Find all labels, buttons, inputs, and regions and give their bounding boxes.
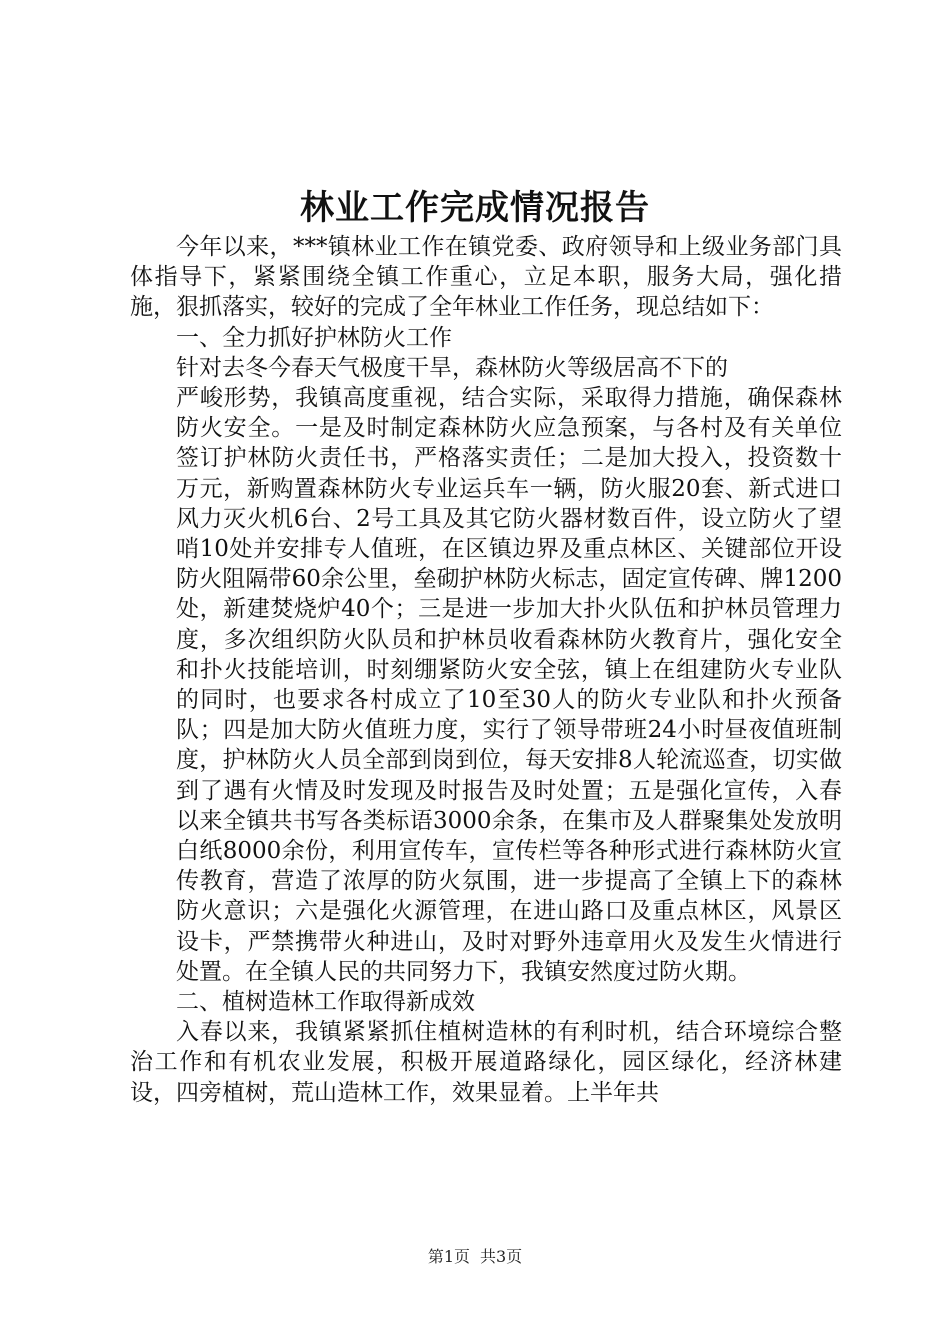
intro-paragraph: 今年以来，***镇林业工作在镇党委、政府领导和上级业务部门具体指导下，紧紧围绕全镇工作重心，立足本职，服务大局，强化措施，狠抓落实，较好的完成了全年林业工作任务，现总结如下： [130, 234, 842, 321]
page-total: 共3页 [480, 1247, 523, 1266]
fire-prevention-lead-line: 针对去冬今春天气极度干旱，森林防火等级居高不下的 [176, 354, 728, 381]
afforestation-paragraph: 入春以来，我镇紧紧抓住植树造林的有利时机，结合环境综合整治工作和有机农业发展，积极开展道路绿化，园区绿化，经济林建设，四旁植树，荒山造林工作，效果显着。上半年共 [130, 1019, 842, 1106]
page-number: 第1页 [427, 1247, 470, 1266]
fire-prevention-paragraph: 严峻形势，我镇高度重视，结合实际，采取得力措施，确保森林防火安全。一是及时制定森林防火应急预案，与各村及有关单位签订护林防火责任书，严格落实责任；二是加大投入，投资数十万元，新购置森林防火专业运兵车一辆，防火服20套、新式进口风力灭火机6台、2号工具及其它防火器材数百件，设立防火了望哨10处并安排专人值班，在区镇边界及重点林区、关键部位开设防火阻隔带60余公里，垒砌护林防火标志，固定宣传碑、牌1200处，新建焚烧炉40个；三是进一步加大扑火队伍和护林员管理力度，多次组织防火队员和护林员收看森林防火教育片，强化安全和扑火技能培训，时刻绷紧防火安全弦，镇上在组建防火专业队的同时，也要求各村成立了10至30人的防火专业队和扑火预备队；四是加大防火值班力度，实行了领导带班24小时昼夜值班制度，护林防火人员全部到岗到位，每天安排8人轮流巡查，切实做到了遇有火情及时发现及时报告及时处置；五是强化宣传，入春以来全镇共书写各类标语3000余条，在集市及人群聚集处发放明白纸8000余份，利用宣传车，宣传栏等各种形式进行森林防火宣传教育，营造了浓厚的防火氛围，进一步提高了全镇上下的森林防火意识；六是强化火源管理，在进山路口及重点林区，风景区设卡，严禁携带火种进山，及时对野外违章用火及发生火情进行处置。在全镇人民的共同努力下，我镇安然度过防火期。 [176, 385, 842, 985]
document-title: 林业工作完成情况报告 [300, 188, 650, 228]
section-heading-afforestation: 二、植树造林工作取得新成效 [176, 989, 475, 1016]
page-footer [0, 1246, 950, 1268]
document-body [130, 232, 842, 1108]
section-heading-fire-prevention: 一、全力抓好护林防火工作 [176, 324, 452, 351]
